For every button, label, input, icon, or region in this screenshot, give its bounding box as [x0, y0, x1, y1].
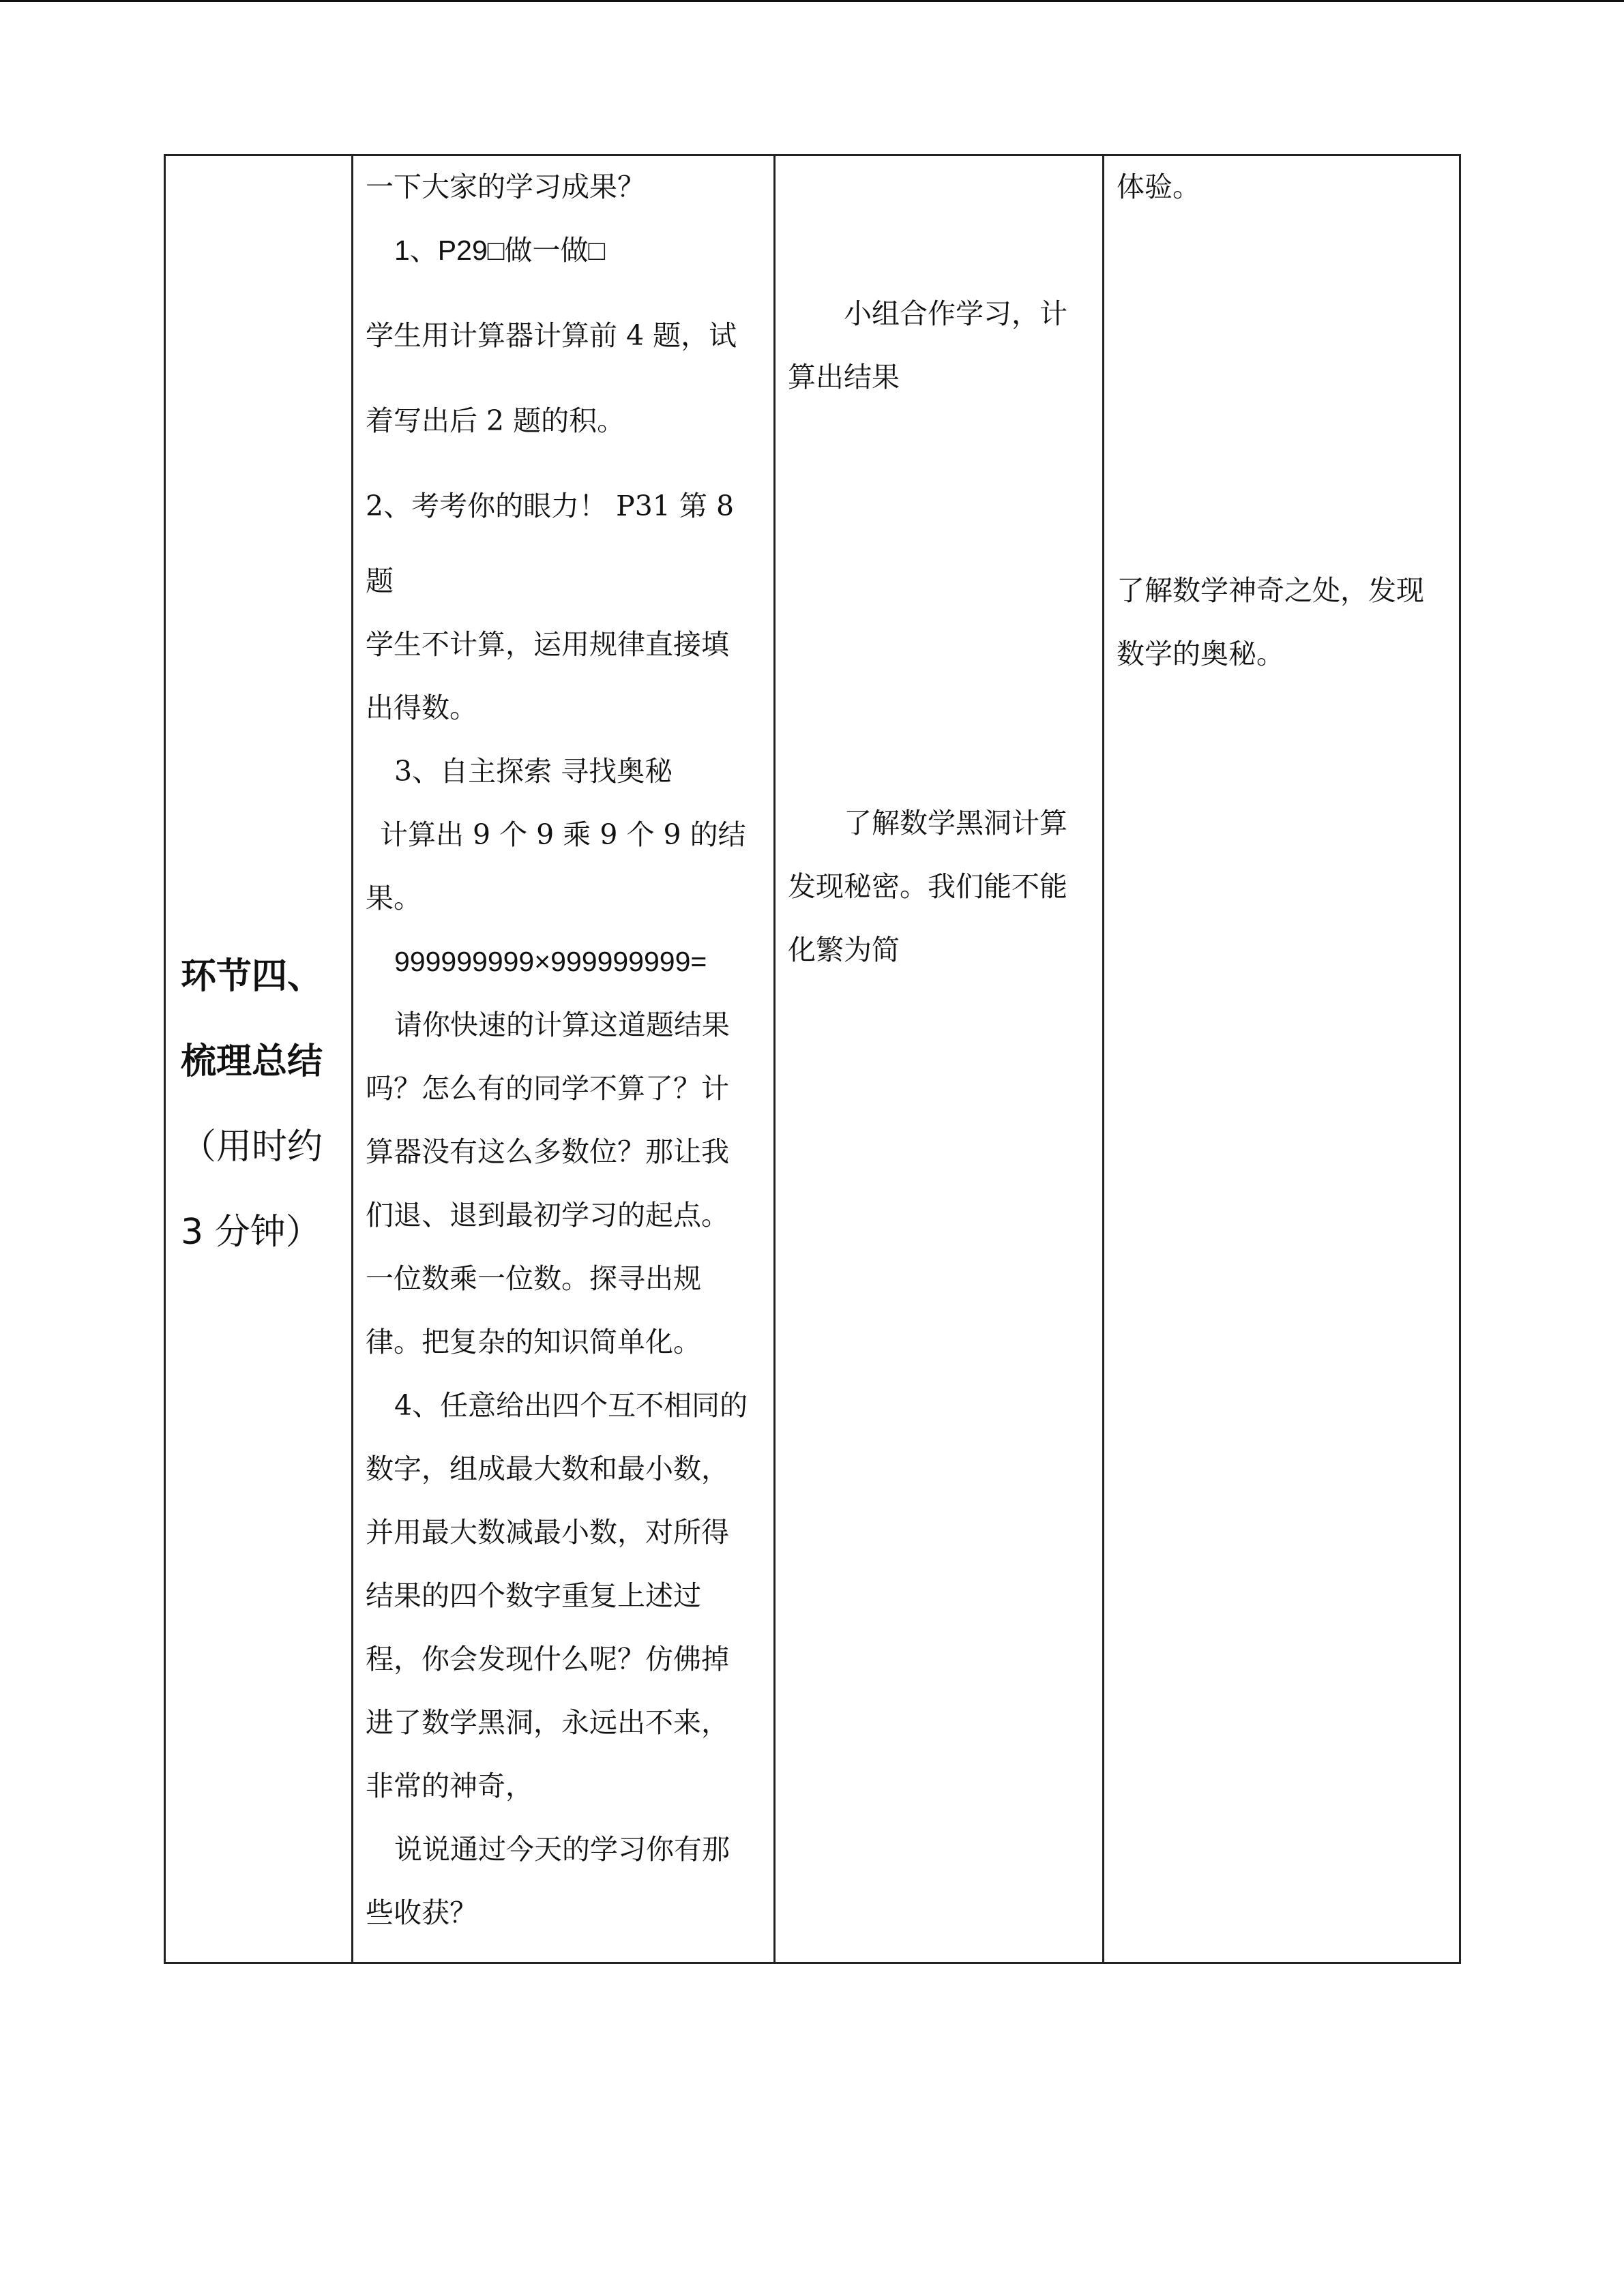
teacher-line-18: 律。把复杂的知识简单化。: [366, 1326, 701, 1358]
student-activity-block-1: [788, 296, 1067, 423]
teacher-line-24: 进了数学黑洞，永远出不来，: [366, 1706, 729, 1739]
teacher-line-8: 出得数。: [366, 691, 477, 724]
teacher-line-17: 一位数乘一位数。探寻出规: [366, 1262, 701, 1295]
student-block1-line-1: 小组合作学习，计: [844, 297, 1067, 330]
teacher-line-1: 一下大家的学习成果？: [366, 170, 645, 203]
intent-block2-line-1: 了解数学神奇之处，发现: [1117, 574, 1424, 607]
column-divider-1: [351, 156, 353, 1962]
teacher-line-14: 吗？怎么有的同学不算了？计: [366, 1072, 729, 1105]
student-block1-line-2: 算出结果: [788, 361, 900, 393]
teacher-line-6: 题: [366, 565, 394, 597]
teacher-line-4: 着写出后 2 题的积。: [366, 404, 625, 437]
teacher-line-16: 们退、退到最初学习的起点。: [366, 1199, 729, 1232]
lesson-plan-table: [164, 154, 1461, 1964]
intent-block1-line-1: 体验。: [1117, 170, 1200, 203]
teacher-line-21: 并用最大数减最小数，对所得: [366, 1516, 729, 1549]
teacher-line-15: 算器没有这么多数位？那让我: [366, 1135, 729, 1168]
stage-cell: [181, 944, 344, 1285]
teacher-line-25: 非常的神奇，: [366, 1770, 533, 1802]
design-intent-block-2: [1117, 573, 1424, 700]
stage-title-line-2: 梳理总结: [181, 1041, 323, 1082]
stage-time-line-1: （用时约: [181, 1127, 323, 1167]
teacher-line-13: 请你快速的计算这道题结果: [394, 1009, 730, 1041]
teacher-line-27: 些收获？: [366, 1896, 477, 1929]
teacher-line-26: 说说通过今天的学习你有那: [394, 1833, 730, 1866]
teacher-line-11: 果。: [366, 882, 422, 914]
teacher-line-20: 数字，组成最大数和最小数，: [366, 1452, 729, 1485]
teacher-line-10: 计算出 9 个 9 乘 9 个 9 的结: [380, 818, 746, 851]
student-activity-block-2: [788, 805, 1067, 996]
intent-block2-line-2: 数学的奥秘。: [1117, 638, 1284, 670]
column-divider-3: [1102, 156, 1104, 1962]
stage-title-line-1: 环节四、: [181, 956, 323, 997]
teacher-line-9: 3、自主探索 寻找奥秘: [394, 755, 673, 788]
stage-time-line-2: 3 分钟）: [181, 1212, 321, 1253]
student-block2-line-3: 化繁为简: [788, 934, 900, 966]
teacher-line-5: 2、考考你的眼力！ P31 第 8: [366, 490, 735, 522]
student-block2-line-1: 了解数学黑洞计算: [844, 807, 1067, 839]
teacher-line-12: 999999999×999999999=: [394, 946, 707, 977]
teacher-line-2: 1、P29□做一做□: [394, 235, 606, 266]
teacher-line-3: 学生用计算器计算前 4 题，试: [366, 319, 737, 352]
teacher-line-19: 4、任意给出四个互不相同的: [394, 1389, 748, 1422]
student-block2-line-2: 发现秘密。我们能不能: [788, 870, 1067, 903]
teacher-line-7: 学生不计算，运用规律直接填: [366, 628, 729, 661]
teacher-line-22: 结果的四个数字重复上述过: [366, 1579, 701, 1612]
teacher-line-23: 程，你会发现什么呢？仿佛掉: [366, 1643, 729, 1675]
page-top-border: [0, 0, 1624, 2]
column-divider-2: [773, 156, 776, 1962]
teacher-activity-cell: [366, 169, 748, 1958]
design-intent-block-1: [1117, 169, 1200, 233]
